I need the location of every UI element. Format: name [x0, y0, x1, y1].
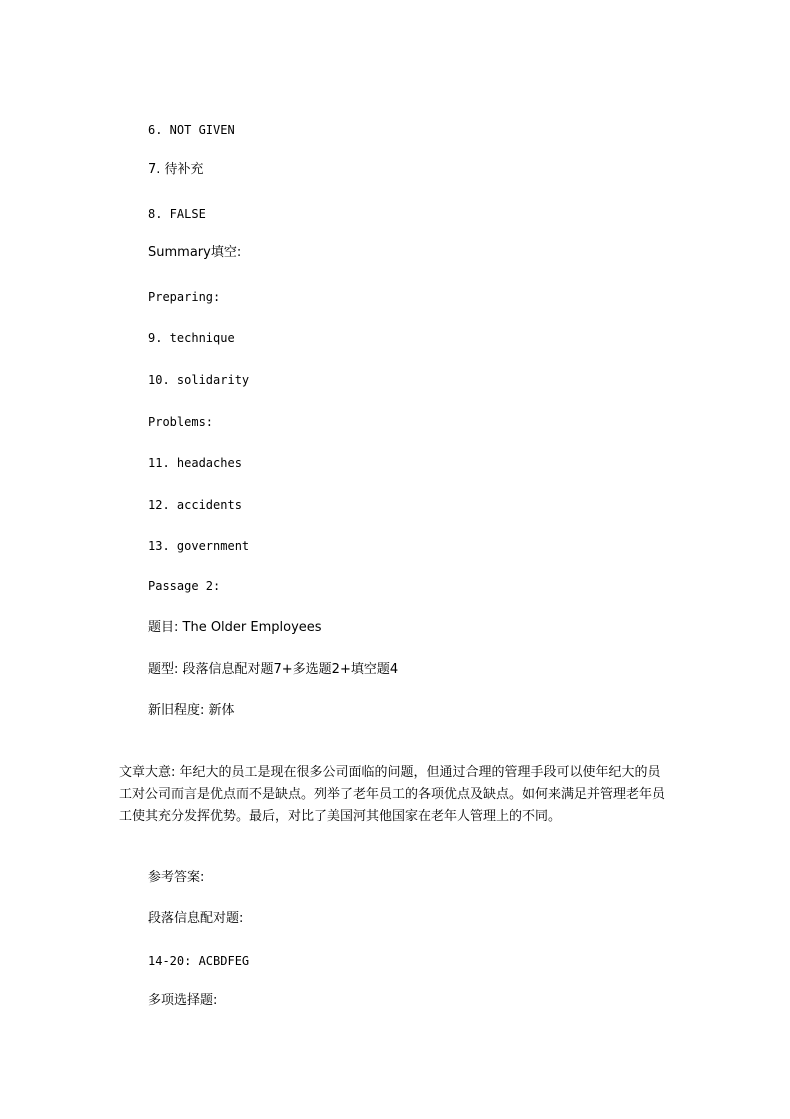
- passage-heading: Passage 2:: [148, 579, 221, 593]
- answer-line-11: 11. headaches: [148, 456, 242, 470]
- answer-line-6: 6. NOT GIVEN: [148, 123, 235, 137]
- answer-line-7: 7. 待补充: [148, 162, 204, 177]
- multiple-choice-heading: 多项选择题:: [148, 993, 218, 1008]
- answer-line-8: 8. FALSE: [148, 207, 206, 221]
- section-problems: Problems:: [148, 415, 214, 429]
- matching-heading: 段落信息配对题:: [148, 911, 244, 926]
- question-types: 题型: 段落信息配对题7+多选题2+填空题4: [148, 662, 399, 677]
- answer-line-9: 9. technique: [148, 331, 235, 345]
- summary-heading: Summary填空:: [148, 245, 242, 260]
- section-preparing: Preparing:: [148, 290, 221, 304]
- passage-title: 题目: The Older Employees: [148, 620, 322, 635]
- summary-paragraph: 文章大意: 年纪大的员工是现在很多公司面临的问题，但通过合理的管理手段可以使年纪大的员工对公司而言是优点而不是缺点。列举了老年员工的各项优点及缺点。如何来满足并管理老年员工使其充分发挥优势。最后，对比了美国河其他国家在老年人管理上的不同。: [119, 765, 666, 824]
- reference-answers-heading: 参考答案:: [148, 870, 205, 885]
- answer-line-10: 10. solidarity: [148, 373, 250, 387]
- answer-line-14-20: 14-20: ACBDFEG: [148, 954, 250, 968]
- answer-line-12: 12. accidents: [148, 498, 242, 512]
- answer-line-13: 13. government: [148, 539, 250, 553]
- novelty-level: 新旧程度: 新体: [148, 703, 235, 718]
